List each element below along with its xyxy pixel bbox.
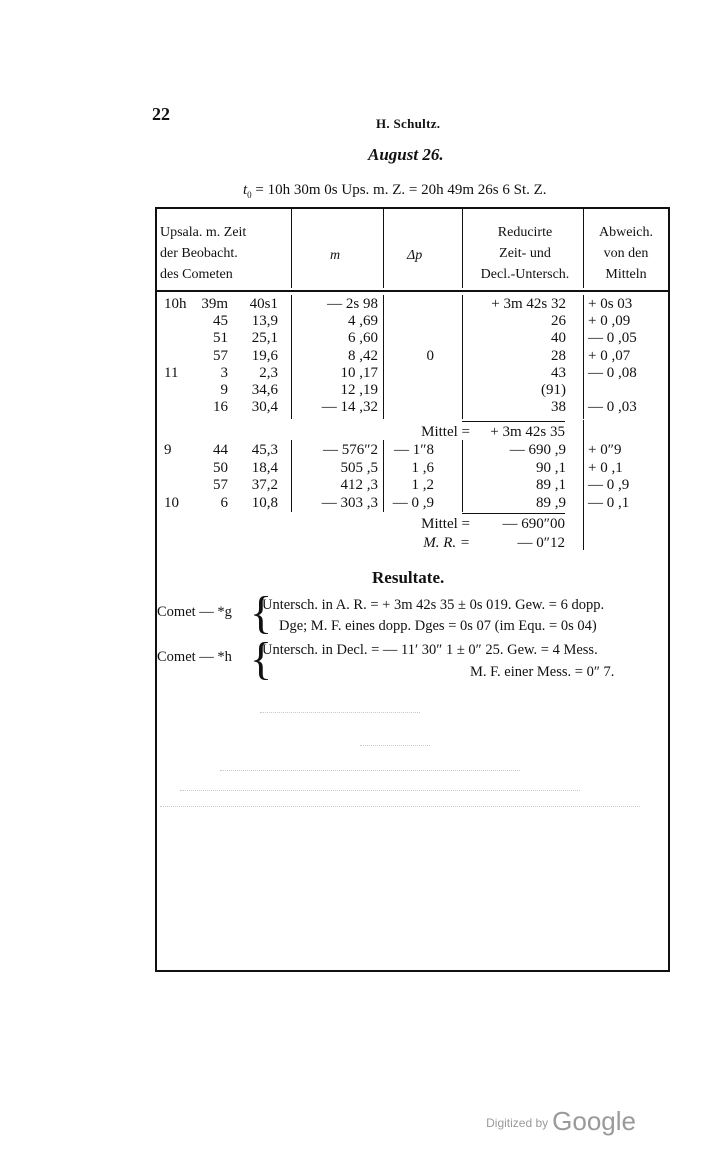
date-heading: August 26.: [368, 145, 444, 164]
minute-cell: 57: [213, 347, 228, 364]
minute-cell: 16: [213, 399, 228, 416]
minute-cell: 9: [220, 382, 228, 398]
deviation-cell: + 0 ,1: [588, 459, 623, 476]
delta-p-cell: 1 ,6: [411, 459, 434, 476]
reduced-cell: 89 ,9: [536, 494, 566, 511]
second-cell: 2,3: [259, 364, 278, 381]
mittel2-rule: [462, 513, 565, 514]
bleed-through-mark: [260, 712, 420, 713]
hour-cell: 9: [164, 442, 172, 458]
result-line-1: Untersch. in A. R. = + 3m 42s 35 ± 0s 019. Gew. = 6 dopp.: [262, 597, 605, 613]
delta-p-cell: — 1″8: [394, 442, 434, 458]
mittel1-label: Mittel =: [421, 424, 470, 440]
brace-g: {: [250, 587, 273, 638]
delta-p-cell: 0: [426, 347, 434, 364]
reduced-cell: + 3m 42s 32: [491, 296, 566, 312]
minute-cell: 50: [213, 459, 228, 476]
deviation-cell: — 0 ,03: [588, 399, 637, 416]
body-rule-ab-mittel: [583, 420, 584, 440]
m-value-cell: — 576″2: [323, 442, 378, 458]
body-rule-dp-2: [383, 440, 384, 512]
reduced-cell: 28: [551, 347, 566, 364]
delta-p-cell: 1 ,2: [411, 477, 434, 493]
second-cell: 34,6: [251, 382, 278, 398]
second-cell: 19,6: [251, 347, 278, 364]
reduced-cell: 40: [551, 330, 566, 347]
mittel2-label: Mittel =: [421, 516, 470, 532]
result-line-2: Dge; M. F. eines dopp. Dges = 0s 07 (im Equ. = 0s 04): [279, 618, 597, 634]
second-cell: 18,4: [251, 459, 278, 476]
second-cell: 25,1: [251, 330, 278, 347]
m-value-cell: 412 ,3: [340, 477, 378, 493]
comet-h-label: Comet — *h: [157, 649, 232, 665]
reduced-cell: 43: [551, 364, 566, 381]
col-divider-1: [291, 207, 292, 288]
header-m: m: [330, 248, 341, 263]
header-reduced-diff: Reducirte Zeit- und Decl.-Untersch.: [480, 225, 570, 282]
header-rule: [155, 290, 668, 292]
m-value-cell: — 303 ,3: [321, 494, 378, 511]
second-cell: 45,3: [251, 442, 278, 458]
deviation-cell: + 0s 03: [588, 296, 633, 312]
m-value-cell: — 2s 98: [327, 296, 378, 312]
second-cell: 10,8: [251, 494, 278, 511]
body-rule-red-1: [462, 295, 463, 419]
minute-cell: 6: [220, 494, 228, 511]
minute-cell: 39m: [201, 296, 228, 312]
mittel1-value: + 3m 42s 35: [490, 424, 565, 440]
deviation-cell: — 0 ,9: [588, 477, 630, 493]
body-rule-m-1: [291, 295, 292, 419]
header-delta-p: Δp: [407, 248, 423, 263]
delta-p-cell: — 0 ,9: [392, 494, 434, 511]
m-value-cell: 505 ,5: [340, 459, 378, 476]
deviation-cell: + 0″9: [588, 442, 622, 458]
second-cell: 30,4: [251, 399, 278, 416]
m-value-cell: 10 ,17: [340, 364, 378, 381]
mittel2-value: — 690″00: [502, 516, 565, 532]
m-value-cell: 6 ,60: [348, 330, 378, 347]
hour-cell: 10h: [164, 296, 187, 312]
body-rule-red-2: [462, 440, 463, 512]
bleed-through-mark: [220, 770, 520, 771]
minute-cell: 45: [213, 313, 228, 330]
page-number: 22: [152, 104, 170, 124]
header-deviation: Abweich. von den Mitteln: [598, 225, 654, 282]
m-value-cell: — 14 ,32: [321, 399, 378, 416]
second-cell: 40s1: [249, 296, 278, 312]
mr-label: M. R. =: [423, 535, 470, 551]
deviation-cell: + 0 ,09: [588, 313, 631, 330]
m-value-cell: 8 ,42: [348, 347, 378, 364]
results-title: Resultate.: [372, 568, 445, 587]
bleed-through-mark: [360, 745, 430, 746]
reduced-cell: 26: [551, 313, 566, 330]
m-value-cell: 12 ,19: [340, 382, 378, 398]
deviation-cell: — 0 ,08: [588, 364, 637, 381]
col-divider-4: [583, 207, 584, 288]
minute-cell: 44: [213, 442, 228, 458]
body-rule-ab-2: [583, 440, 584, 550]
minute-cell: 57: [213, 477, 228, 493]
second-cell: 13,9: [251, 313, 278, 330]
time-formula: $t_0 = 10h$ 30m 0s Ups. m. Z. = 20h 49m 26s 6 St. Z.: [243, 182, 547, 200]
deviation-cell: — 0 ,1: [588, 494, 630, 511]
brace-h: {: [250, 633, 273, 684]
hour-cell: 11: [164, 364, 179, 381]
table-top-rule: [155, 207, 668, 209]
bleed-through-mark: [160, 806, 640, 807]
reduced-cell: 90 ,1: [536, 459, 566, 476]
body-rule-dp-1: [383, 295, 384, 419]
result-line-3: Untersch. in Decl. = — 11′ 30″ 1 ± 0″ 25. Gew. = 4 Mess.: [262, 642, 598, 658]
bleed-through-mark: [180, 790, 580, 791]
reduced-cell: 38: [551, 399, 566, 416]
deviation-cell: — 0 ,05: [588, 330, 637, 347]
google-watermark: Digitized by Google: [486, 1106, 636, 1136]
minute-cell: 3: [220, 364, 228, 381]
running-header-author: H. Schultz.: [376, 116, 441, 131]
mr-value: — 0″12: [517, 535, 565, 551]
reduced-cell: 89 ,1: [536, 477, 566, 493]
body-rule-m-2: [291, 440, 292, 512]
body-rule-ab-1: [583, 295, 584, 419]
hour-cell: 10: [164, 494, 179, 511]
mittel1-rule: [462, 421, 565, 422]
col-divider-3: [462, 207, 463, 288]
deviation-cell: + 0 ,07: [588, 347, 631, 364]
reduced-cell: (91): [541, 382, 566, 398]
header-upsala-time: Upsala. m. Zeit der Beobacht. des Cometen: [160, 225, 247, 282]
second-cell: 37,2: [251, 477, 278, 493]
minute-cell: 51: [213, 330, 228, 347]
reduced-cell: — 690 ,9: [509, 442, 566, 458]
result-line-4: M. F. einer Mess. = 0″ 7.: [470, 664, 615, 680]
m-value-cell: 4 ,69: [348, 313, 378, 330]
col-divider-2: [383, 207, 384, 288]
comet-g-label: Comet — *g: [157, 604, 232, 620]
